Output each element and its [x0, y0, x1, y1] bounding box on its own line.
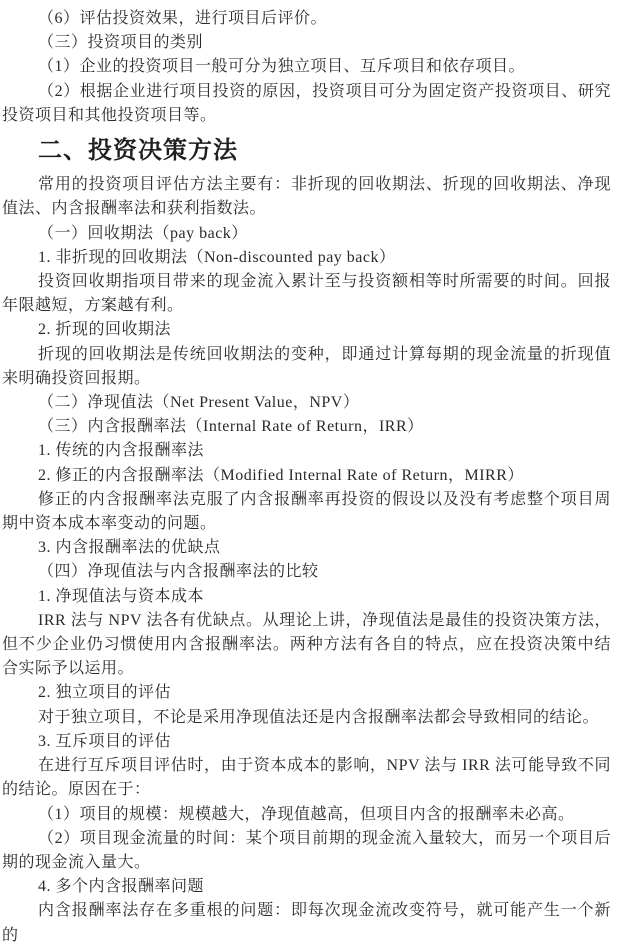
- paragraph: 在进行互斥项目评估时，由于资本成本的影响，NPV 法与 IRR 法可能导致不同的结论。原因在于：: [2, 757, 611, 799]
- paragraph: （四）净现值法与内含报酬率法的比较: [38, 563, 319, 581]
- paragraph: 2. 折现的回收期法: [38, 321, 172, 339]
- paragraph: （1）项目的规模：规模越大，净现值越高，但项目内含的报酬率未必高。: [38, 805, 575, 823]
- paragraph: 2. 独立项目的评估: [38, 684, 172, 702]
- paragraph: （三）投资项目的类别: [38, 34, 204, 52]
- paragraph: 常用的投资项目评估方法主要有：非折现的回收期法、折现的回收期法、净现值法、内含报酬率法和获利指数法。: [2, 176, 611, 218]
- paragraph: 4. 多个内含报酬率问题: [38, 878, 205, 896]
- paragraph: 3. 互斥项目的评估: [38, 732, 172, 750]
- paragraph: （2）项目现金流量的时间：某个项目前期的现金流入量较大，而另一个项目后期的现金流入量大。: [2, 829, 611, 871]
- paragraph: （1）企业的投资项目一般可分为独立项目、互斥项目和依存项目。: [38, 58, 526, 76]
- paragraph: （6）评估投资效果，进行项目后评价。: [38, 10, 328, 27]
- paragraph: IRR 法与 NPV 法各有优缺点。从理论上讲，净现值法是最佳的投资决策方法，但不少企业仍习惯使用内含报酬率法。两种方法有各自的特点，应在投资决策中结合实际予以运用。: [2, 611, 611, 678]
- paragraph: （一）回收期法（pay back）: [38, 224, 248, 242]
- paragraph: 对于独立项目，不论是采用净现值法还是内含报酬率法都会导致相同的结论。: [38, 708, 600, 726]
- paragraph: 修正的内含报酬率法克服了内含报酬率再投资的假设以及没有考虑整个项目周期中资本成本率变动的问题。: [2, 490, 611, 533]
- paragraph: （2）根据企业进行项目投资的原因，投资项目可分为固定资产投资项目、研究投资项目和其他投资项目等。: [2, 82, 611, 124]
- paragraph: （二）净现值法（Net Present Value，NPV）: [38, 394, 360, 412]
- paragraph: 1. 非折现的回收期法（Non-discounted pay back）: [38, 248, 396, 266]
- paragraph: 投资回收期指项目带来的现金流入累计至与投资额相等时所需要的时间。回报年限越短，方案越有利。: [2, 273, 611, 315]
- section-heading: 二、投资决策方法: [38, 137, 238, 165]
- paragraph: 内含报酬率法存在多重根的问题：即每次现金流改变符号，就可能产生一个新的: [2, 902, 611, 944]
- paragraph: （三）内含报酬率法（Internal Rate of Return，IRR）: [38, 418, 424, 436]
- paragraph: 1. 净现值法与资本成本: [38, 587, 205, 605]
- paragraph: 2. 修正的内含报酬率法（Modified Internal Rate of Return，MIRR）: [38, 466, 524, 484]
- paragraph: 折现的回收期法是传统回收期法的变种，即通过计算每期的现金流量的折现值来明确投资回报期。: [2, 345, 611, 387]
- paragraph: 3. 内含报酬率法的优缺点: [38, 539, 221, 557]
- paragraph: 1. 传统的内含报酬率法: [38, 442, 205, 460]
